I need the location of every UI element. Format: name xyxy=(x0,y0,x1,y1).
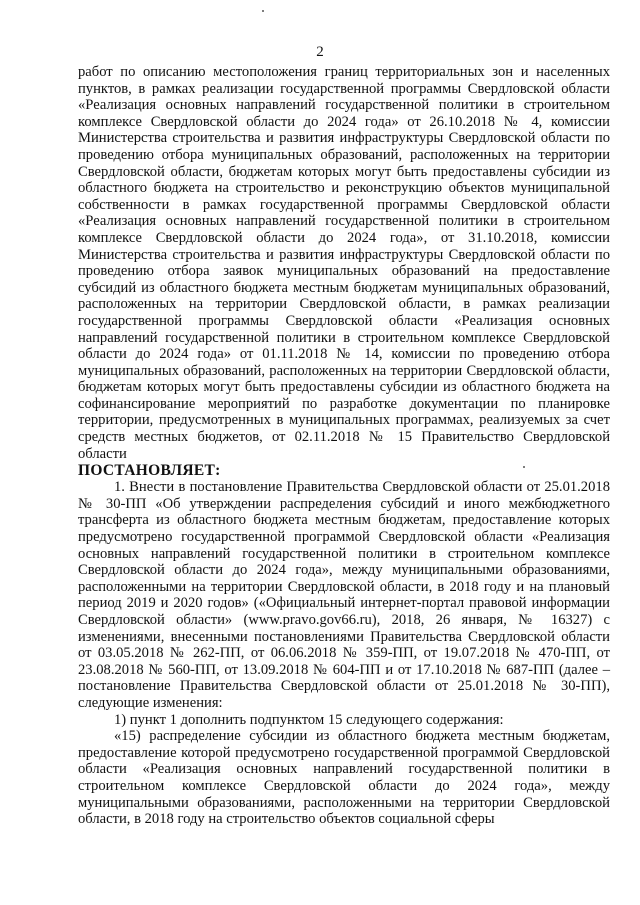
paragraph-subitem-1: 1) пункт 1 дополнить подпунктом 15 следующего содержания: xyxy=(114,711,504,728)
document-body xyxy=(78,64,610,828)
paragraph-quote-15: «15) распределение субсидии из областного бюджета местным бюджетам, предоставление которой предусмотрено государственной программой Свердловской области «Реализация основных направлений государственной политики в строительном комплексе Свердловской области до 2024 года», между муниципальными образованиями, расположенными на территории Свердловской области, в 2018 году на строительство объектов социальной сферы xyxy=(78,728,610,828)
paragraph-intro: работ по описанию местоположения границ территориальных зон и населенных пунктов, в рамках реализации государственной программы Свердловской области «Реализация основных направлений государственной политики в строительном комплексе Свердловской области до 2024 года» от 26.10.2018 № 4, комиссии Министерства строительства и развития инфраструктуры Свердловской области по проведению отбора муниципальных образований, расположенных на территории Свердловской области, бюджетам которых могут быть предоставлены субсидии из областного бюджета на строительство и реконструкцию объектов муниципальной собственности в рамках государственной программы Свердловской области «Реализация основных направлений государственной политики в строительном комплексе Свердловской области до 2024 года», от 31.10.2018, комиссии Министерства строительства и развития инфраструктуры Свердловской области по проведению отбора заявок муниципальных образований на предоставление субсидий из областного бюджета местным бюджетам муниципальных образований, расположенных на территории Свердловской области, в рамках реализации государственной программы Свердловской области «Реализация основных направлений государственной политики в строительном комплексе Свердловской области до 2024 года» от 01.11.2018 № 14, комиссии по проведению отбора муниципальных образований, расположенных на территории Свердловской области, бюджетам которых могут быть предоставлены субсидии из областного бюджета на софинансирование мероприятий по разработке документации по планировке территории, предусмотренных в муниципальных программах, реализуемых за счет средств местных бюджетов, от 02.11.2018 № 15 Правительство Свердловской области xyxy=(78,64,610,462)
paragraph-item-1: 1. Внести в постановление Правительства Свердловской области от 25.01.2018 № 30-ПП «Об утверждении распределения субсидий и иного межбюджетного трансферта из областного бюджета местным бюджетам, предоставление которых предусмотрено государственной программой Свердловской области «Реализация основных направлений государственной политики в строительном комплексе Свердловской области до 2024 года», между муниципальными образованиями, расположенными на территории Свердловской области, в 2018 году и на плановый период 2019 и 2020 годов» («Официальный интернет-портал правовой информации Свердловской области» (www.pravo.gov66.ru), 2018, 26 января, № 16327) с изменениями, внесенными постановлениями Правительства Свердловской области от 03.05.2018 № 262-ПП, от 06.06.2018 № 359-ПП, от 19.07.2018 № 470-ПП, от 23.08.2018 № 560-ПП, от 13.09.2018 № 604-ПП и от 17.10.2018 № 687-ПП (далее – постановление Правительства Свердловской области от 25.01.2018 № 30-ПП), следующие изменения: xyxy=(78,479,610,711)
scan-speck xyxy=(262,10,264,12)
scan-speck xyxy=(523,466,525,468)
resolution-heading: ПОСТАНОВЛЯЕТ: xyxy=(78,462,221,480)
page-number: 2 xyxy=(316,44,324,60)
